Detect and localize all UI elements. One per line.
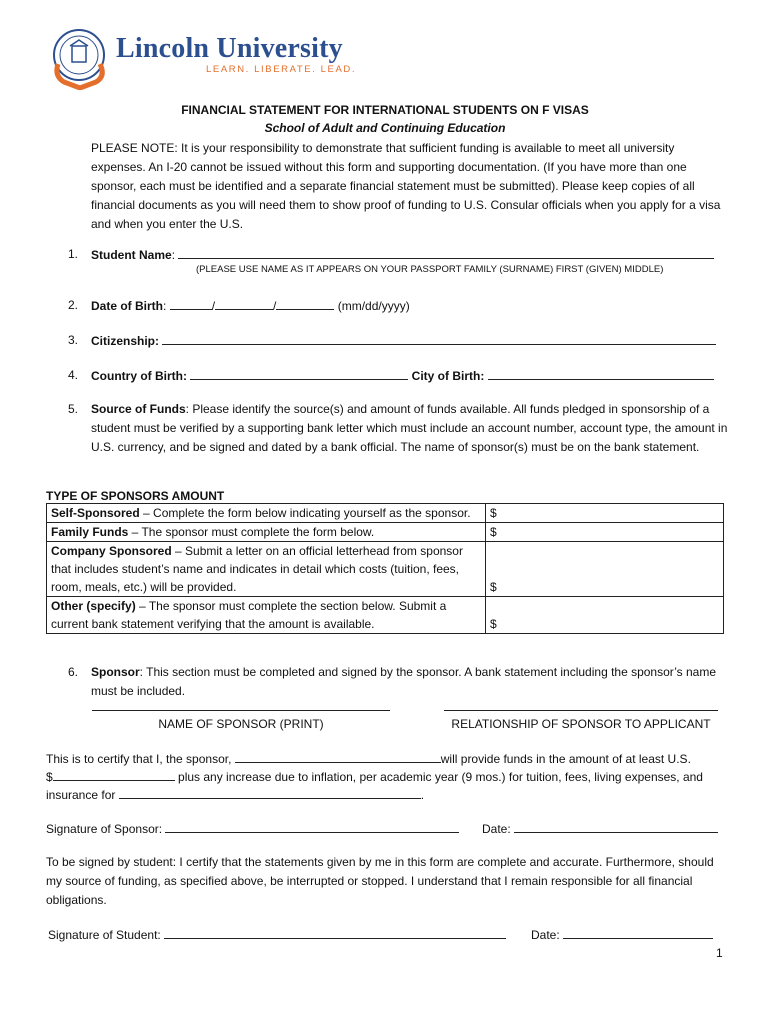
dollar-sign: $ [46, 770, 53, 784]
citizenship-field[interactable] [162, 331, 716, 345]
table-row [47, 504, 724, 523]
amount-cell[interactable]: $ [486, 504, 724, 523]
dob-slash: / [273, 299, 277, 313]
certify-line-1 [46, 749, 691, 768]
citizenship-label: Citizenship: [91, 334, 159, 348]
amount-cell[interactable]: $ [486, 523, 724, 542]
student-date-field[interactable] [563, 925, 713, 939]
amount-cell[interactable]: $ [486, 597, 724, 634]
form-title: FINANCIAL STATEMENT FOR INTERNATIONAL STUDENTS ON F VISAS [181, 103, 589, 117]
student-signature-label: Signature of Student: [48, 928, 161, 942]
sponsor-certify-name-field[interactable] [235, 749, 441, 763]
student-name-field[interactable] [178, 245, 714, 259]
student-signature-field[interactable] [164, 925, 506, 939]
source-of-funds [91, 400, 731, 457]
student-signature-row [48, 925, 506, 944]
sponsor-date-field[interactable] [514, 819, 718, 833]
relationship-caption: RELATIONSHIP OF SPONSOR TO APPLICANT [451, 717, 711, 731]
sponsor-name-caption: NAME OF SPONSOR (PRINT) [158, 717, 324, 731]
sponsor-type-cell: Family Funds – The sponsor must complete the form below. [47, 523, 486, 542]
please-note: PLEASE NOTE: It is your responsibility to demonstrate that sufficient funding is available to meet all university expenses. An I-20 cannot be issued without this form and supporting documentation. (If you have more than one sponsor, each must be identified and a separate financial statement must be submitted). Please keep copies of all financial documents as you will need them to show proof of funding to U.S. Consular officials when you apply for a visa and when you enter the U.S. [91, 141, 721, 231]
sponsor-name-field[interactable] [92, 710, 390, 711]
sponsor-date-row [482, 819, 718, 838]
university-seal-logo [50, 28, 110, 90]
certify-line-3 [46, 785, 424, 804]
country-field[interactable] [190, 366, 408, 380]
sponsor-type-cell: Self-Sponsored – Complete the form below indicating yourself as the sponsor. [47, 504, 486, 523]
city-field[interactable] [488, 366, 714, 380]
university-tagline: LEARN. LIBERATE. LEAD. [206, 64, 357, 75]
country-label: Country of Birth: [91, 369, 187, 383]
sponsors-table [46, 503, 724, 634]
city-label: City of Birth: [411, 369, 485, 383]
certify-text-3: plus any increase due to inflation, per academic year (9 mos.) for tuition, fees, living expenses, and [178, 770, 703, 784]
sponsors-table-heading: TYPE OF SPONSORS AMOUNT [46, 489, 225, 503]
item-number-1: 1. [68, 247, 79, 261]
sponsor-signature-field[interactable] [165, 819, 459, 833]
dob-year-field[interactable] [276, 296, 334, 310]
student-name-row: Student Name: [91, 245, 714, 264]
item-number-6: 6. [68, 665, 79, 679]
student-statement: To be signed by student: I certify that the statements given by me in this form are complete and accurate. Furthermore, should my source of funding, as specified above, be interrupted or stopped. I understand that I remain responsible for all financial obligations. [46, 855, 714, 907]
dob-month-field[interactable] [170, 296, 212, 310]
student-date-row [531, 925, 713, 944]
item-number-5: 5. [68, 402, 79, 416]
dob-format: (mm/dd/yyyy) [337, 299, 410, 313]
amount-cell[interactable]: $ [486, 542, 724, 597]
sponsor-signature-row [46, 819, 459, 838]
period: . [420, 788, 425, 802]
university-name-logo: Lincoln University [116, 33, 343, 64]
insurance-student-field[interactable] [119, 785, 421, 799]
sponsor-type-cell: Company Sponsored – Submit a letter on an official letterhead from sponsor that includes student’s name and indicates in detail which costs (tuition, fees, room, meals, etc.) will be provided. [47, 542, 486, 597]
certify-line-2 [46, 767, 703, 786]
student-date-label: Date: [531, 928, 560, 942]
item-number-2: 2. [68, 298, 79, 312]
certify-text-1: This is to certify that I, the sponsor, [46, 752, 232, 766]
citizenship-row [91, 331, 716, 350]
sponsor-type-cell: Other (specify) – The sponsor must complete the section below. Submit a current bank statement verifying that the amount is available. [47, 597, 486, 634]
sponsor-signature-label: Signature of Sponsor: [46, 822, 163, 836]
page-number: 1 [716, 946, 723, 960]
form-subtitle: School of Adult and Continuing Education [264, 121, 506, 135]
relationship-field[interactable] [444, 710, 718, 711]
source-label: Source of Funds [91, 402, 186, 416]
student-name-hint: (PLEASE USE NAME AS IT APPEARS ON YOUR PASSPORT FAMILY (SURNAME) FIRST (GIVEN) MIDDLE) [196, 264, 664, 275]
dob-slash: / [211, 299, 216, 313]
sponsor-instructions [91, 663, 731, 701]
sponsor-label: Sponsor [91, 665, 140, 679]
item-number-4: 4. [68, 368, 79, 382]
dob-day-field[interactable] [215, 296, 273, 310]
table-row [47, 597, 724, 634]
item-number-3: 3. [68, 333, 79, 347]
source-text: : Please identify the source(s) and amount of funds available. All funds pledged in sponsorship of a student must be verified by a supporting bank letter which must include an account number, account type, the amount in U.S. currency, and be signed and dated by a bank official. The name of sponsor(s) must be on the bank statement. [91, 402, 728, 454]
table-row [47, 523, 724, 542]
sponsor-date-label: Date: [482, 822, 511, 836]
amount-field[interactable] [53, 767, 175, 781]
sponsor-text: : This section must be completed and signed by the sponsor. A bank statement including the sponsor’s name must be included. [91, 665, 717, 698]
dob-label: Date of Birth [91, 299, 163, 313]
certify-text-4: insurance for [46, 788, 116, 802]
certify-text-2: will provide funds in the amount of at least U.S. [440, 752, 691, 766]
student-name-label: Student Name [91, 248, 172, 262]
birth-place-row [91, 366, 714, 385]
table-row [47, 542, 724, 597]
dob-row: Date of Birth: / / (mm/dd/yyyy) [91, 296, 410, 315]
